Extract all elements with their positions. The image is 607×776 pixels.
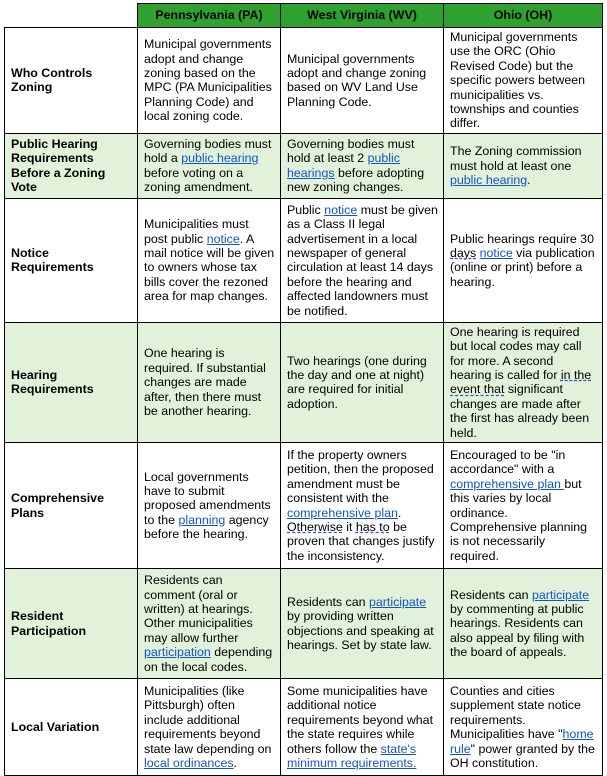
flagged-text: days: [450, 245, 477, 260]
cell-text: One hearing is required but local codes may call for more. A second hearing is called for: [450, 324, 582, 383]
cell-pa: [138, 28, 281, 134]
cell-text: Public hearings require 30: [450, 231, 594, 246]
cell-text: depending on the local codes.: [144, 645, 273, 674]
header-row: [5, 4, 603, 28]
table-row: [5, 443, 603, 569]
notice-link[interactable]: notice: [206, 231, 240, 246]
cell-pa: [138, 133, 281, 198]
cell-text: Residents can: [287, 594, 369, 609]
cell-text: .: [397, 505, 402, 520]
home-rule-link[interactable]: home rule: [450, 727, 594, 756]
cell-wv: [281, 679, 444, 776]
cell-text: by providing written objections and speaking at hearings. Set by state law.: [287, 609, 434, 652]
cell-pa: [138, 443, 281, 569]
cell-oh: [444, 198, 603, 322]
cell-text: significant changes are made after the first has already been held.: [450, 382, 590, 440]
cell-text: .: [233, 755, 237, 770]
cell-pa: [138, 198, 281, 322]
cell-text: Residents can comment (oral or written) at hearings. Other municipalities may allow further: [144, 573, 253, 645]
cell-text: Public: [287, 202, 325, 217]
cell-text: Municipal governments adopt and change zoning based on WV Land Use Planning Code.: [287, 51, 427, 109]
participation-link[interactable]: participation: [144, 645, 211, 660]
flagged-text: in the event that: [450, 368, 592, 397]
cell-text: Encouraged to be "in accordance" with a: [450, 447, 566, 477]
cell-wv: [281, 569, 444, 679]
public-hearing-link[interactable]: public hearing: [450, 173, 528, 188]
row-label: Local Variation: [5, 679, 138, 776]
header-corner-cell: [5, 4, 138, 28]
table-row: [5, 198, 603, 322]
cell-oh: [444, 133, 603, 198]
cell-text: must be given as a Class II legal advertisement in a local newspaper of general circulation at least 14 days before the hearing and affected landowners must be notified.: [287, 202, 438, 318]
cell-text: it: [342, 520, 356, 534]
cell-text: Counties and cities supplement state notice requirements. Municipalities have ": [450, 683, 581, 742]
cell-text: Governing bodies must hold a: [144, 137, 272, 166]
cell-text: .: [527, 173, 531, 188]
table-row: [5, 133, 603, 198]
cell-pa: [138, 322, 281, 442]
cell-text: If the property owners petition, then the proposed amendment must be consistent with the: [287, 447, 434, 506]
row-label: Comprehensive Plans: [5, 443, 138, 569]
cell-text: " power granted by the OH constitution.: [450, 741, 595, 770]
row-label: Notice Requirements: [5, 198, 138, 322]
cell-oh: [444, 569, 603, 679]
cell-wv: [281, 198, 444, 322]
cell-text: Residents can: [450, 587, 532, 602]
table-row: [5, 679, 603, 776]
cell-pa: [138, 679, 281, 776]
cell-text: by commenting at public hearings. Residents can also appeal by filing with the board of appeals.: [450, 601, 585, 660]
cell-oh: [444, 28, 603, 134]
cell-text: before adopting new zoning changes.: [287, 165, 425, 195]
table-row: [5, 322, 603, 442]
cell-wv: [281, 133, 444, 198]
comprehensive-plan-link[interactable]: comprehensive plan: [287, 505, 398, 520]
public-hearings-link[interactable]: public hearings: [287, 151, 400, 180]
table-row: [5, 569, 603, 679]
notice-link[interactable]: notice: [324, 202, 358, 217]
row-label: Hearing Requirements: [5, 322, 138, 442]
row-label: Public Hearing Requirements Before a Zoning Vote: [5, 133, 138, 198]
local-ordinances-link[interactable]: local ordinances: [144, 755, 234, 770]
cell-text: be proven that changes justify the inconsistency.: [287, 520, 435, 563]
state-minimum-requirements-link[interactable]: state's minimum requirements.: [287, 741, 417, 770]
flagged-text: has to: [355, 520, 390, 534]
cell-text: Governing bodies must hold at least 2: [287, 137, 415, 166]
cell-text: Municipalities (like Pittsburgh) often include additional requirements beyond state law depending on: [144, 683, 272, 756]
table-row: [5, 28, 603, 134]
column-header-pennsylvania: Pennsylvania (PA): [138, 4, 281, 28]
notice-link[interactable]: notice: [479, 245, 513, 260]
participate-link[interactable]: participate: [368, 594, 427, 609]
cell-pa: [138, 569, 281, 679]
column-header-west-virginia: West Virginia (WV): [281, 4, 444, 28]
cell-text: Local governments have to submit proposed amendments to the: [144, 469, 271, 527]
comprehensive-plan-link[interactable]: comprehensive plan: [450, 476, 565, 491]
zoning-comparison-table: [4, 3, 603, 776]
cell-text: Two hearings (one during the day and one at night) are required for initial adoption.: [287, 353, 427, 411]
cell-text: . A mail notice will be given to owners whose tax bills cover the rezoned area for map changes.: [144, 231, 275, 304]
cell-text: Municipalities must post public: [144, 217, 249, 246]
public-hearing-link[interactable]: public hearing: [181, 151, 259, 166]
cell-text: One hearing is required. If substantial changes are made after, then there must be another hearing.: [144, 346, 266, 419]
cell-wv: [281, 28, 444, 134]
cell-oh: [444, 679, 603, 776]
cell-text: agency before the hearing.: [144, 512, 269, 542]
row-label: Resident Participation: [5, 569, 138, 679]
cell-text: Some municipalities have additional notice requirements beyond what the state requires while others follow the: [287, 683, 434, 756]
cell-text: The Zoning commission must hold at least one: [450, 144, 582, 173]
cell-wv: [281, 443, 444, 569]
column-header-ohio: Ohio (OH): [444, 4, 603, 28]
row-label: Who Controls Zoning: [5, 28, 138, 134]
cell-oh: [444, 322, 603, 442]
cell-text: via publication (online or print) before a hearing.: [450, 245, 595, 289]
participate-link[interactable]: participate: [531, 587, 590, 602]
planning-link[interactable]: planning: [178, 512, 226, 527]
cell-text: but this varies by local ordinance. Comprehensive planning is not necessarily required.: [450, 476, 588, 563]
flagged-text: Otherwise: [287, 520, 343, 534]
cell-wv: [281, 322, 444, 442]
cell-oh: [444, 443, 603, 569]
cell-text: Municipal governments adopt and change zoning based on the MPC (PA Municipalities Planning Code) and local zoning code.: [144, 37, 272, 124]
cell-text: before voting on a zoning amendment.: [144, 165, 253, 195]
cell-text: Municipal governments use the ORC (Ohio Revised Code) but the specific powers between municipalities vs. townships and counties differ.: [450, 30, 585, 131]
